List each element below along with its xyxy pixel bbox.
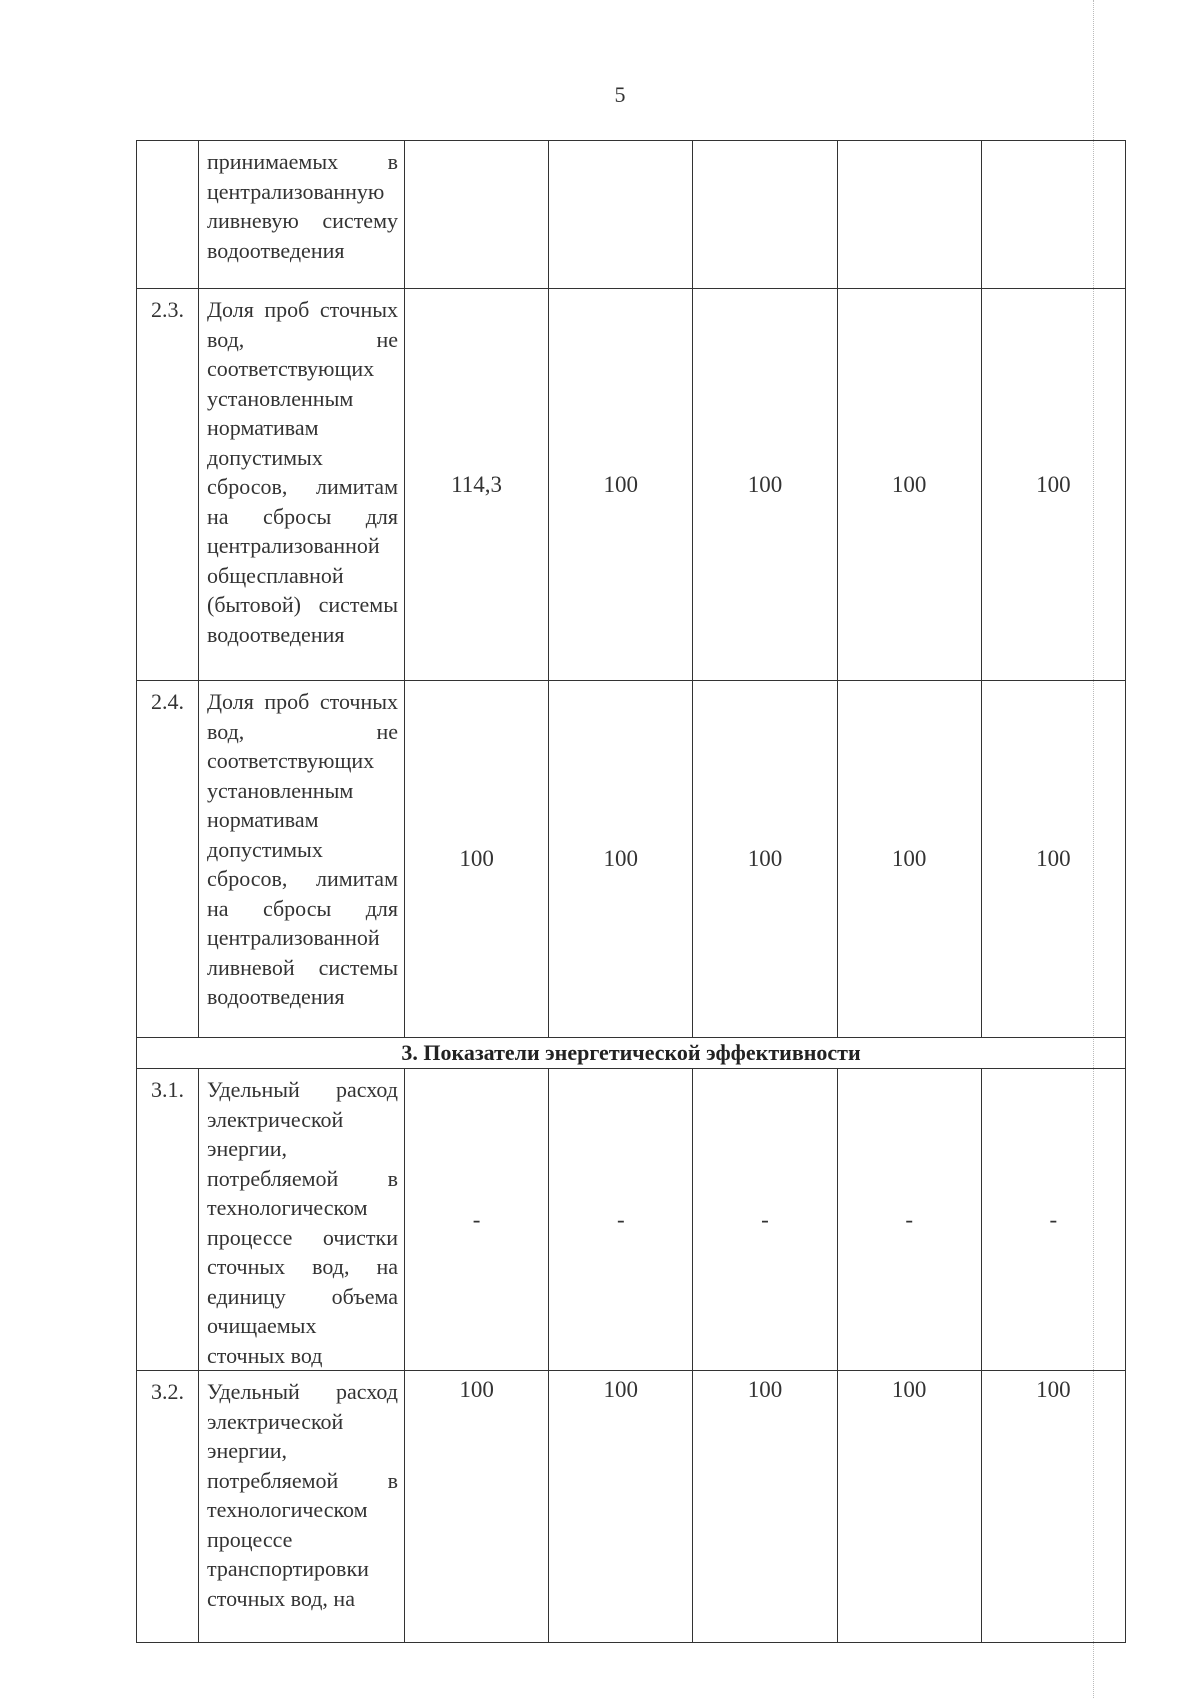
section-heading: 3. Показатели энергетической эффективности <box>137 1038 1126 1069</box>
row-number: 2.4. <box>137 681 199 1038</box>
row-label: Удельный расход электрической энергии, потребляемой в технологическом процессе очистки сточных вод, на единицу объема очищаемых сточных вод <box>199 1069 405 1371</box>
value-cell <box>693 141 837 289</box>
value-cell <box>981 141 1125 289</box>
value-cell: - <box>837 1069 981 1371</box>
value-cell: 100 <box>693 681 837 1038</box>
value-cell: - <box>405 1069 549 1371</box>
value-cell: 100 <box>549 681 693 1038</box>
value-cell: 100 <box>693 289 837 681</box>
row-label: Доля проб сточных вод, не соответствующих установленным нормативам допустимых сбросов, лимитам на сбросы для централизованной общесплавной (бытовой) системы водоотведения <box>199 289 405 681</box>
row-number <box>137 141 199 289</box>
table-row <box>137 1069 1126 1371</box>
value-cell: 100 <box>837 681 981 1038</box>
table-row <box>137 289 1126 681</box>
row-label: Удельный расход электрической энергии, потребляемой в технологическом процессе транспортировки сточных вод, на <box>199 1371 405 1643</box>
value-cell: 100 <box>405 681 549 1038</box>
table-row <box>137 681 1126 1038</box>
value-cell: 100 <box>549 289 693 681</box>
value-cell: 100 <box>981 1371 1125 1643</box>
table-row <box>137 141 1126 289</box>
value-cell: 100 <box>981 289 1125 681</box>
value-cell: 100 <box>549 1371 693 1643</box>
value-cell: - <box>981 1069 1125 1371</box>
row-label: принимаемых в централизованную ливневую систему водоотведения <box>199 141 405 289</box>
section-row <box>137 1038 1126 1069</box>
row-label: Доля проб сточных вод, не соответствующих установленным нормативам допустимых сбросов, лимитам на сбросы для централизованной ливневой системы водоотведения <box>199 681 405 1038</box>
row-number: 2.3. <box>137 289 199 681</box>
value-cell <box>837 141 981 289</box>
value-cell: 100 <box>693 1371 837 1643</box>
value-cell: - <box>549 1069 693 1371</box>
value-cell: 100 <box>981 681 1125 1038</box>
value-cell <box>549 141 693 289</box>
indicators-table <box>136 140 1126 1643</box>
value-cell <box>405 141 549 289</box>
value-cell: 100 <box>837 289 981 681</box>
row-number: 3.2. <box>137 1371 199 1643</box>
value-cell: - <box>693 1069 837 1371</box>
value-cell: 100 <box>837 1371 981 1643</box>
row-number: 3.1. <box>137 1069 199 1371</box>
value-cell: 100 <box>405 1371 549 1643</box>
value-cell: 114,3 <box>405 289 549 681</box>
page-number: 5 <box>614 82 626 107</box>
table-row <box>137 1371 1126 1643</box>
